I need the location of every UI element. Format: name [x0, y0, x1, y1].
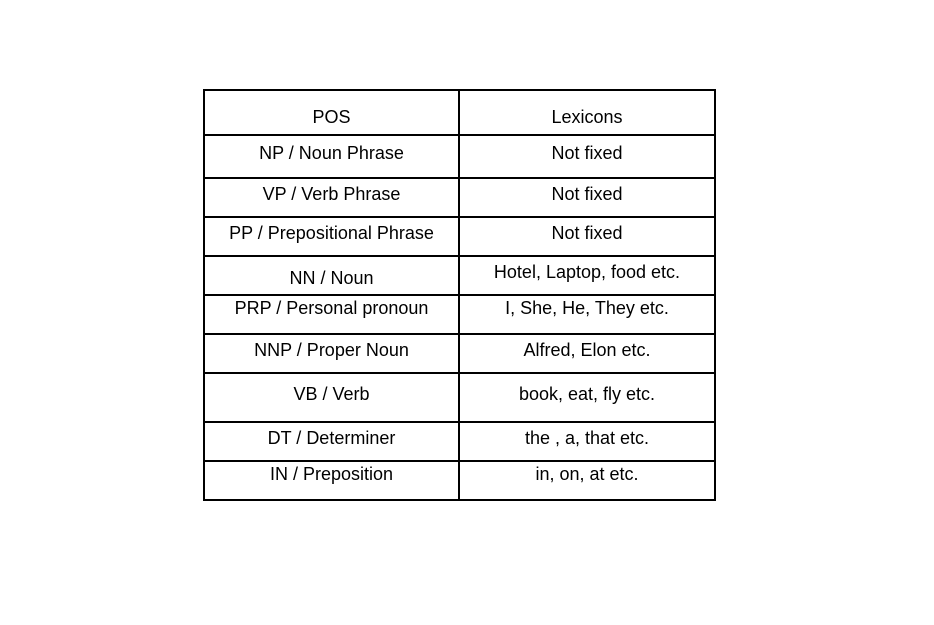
table-header-row	[204, 90, 715, 135]
cell-lexicons: Not fixed	[459, 178, 715, 217]
table-row	[204, 178, 715, 217]
table-row	[204, 373, 715, 422]
table-row	[204, 334, 715, 373]
table-row	[204, 256, 715, 295]
cell-pos: NN / Noun	[204, 256, 459, 295]
header-pos: POS	[204, 90, 459, 135]
cell-lexicons: Not fixed	[459, 217, 715, 256]
table-row	[204, 217, 715, 256]
cell-lexicons: the , a, that etc.	[459, 422, 715, 461]
cell-pos: DT / Determiner	[204, 422, 459, 461]
cell-pos: NNP / Proper Noun	[204, 334, 459, 373]
cell-pos: NP / Noun Phrase	[204, 135, 459, 178]
pos-lexicon-table	[203, 89, 716, 501]
cell-lexicons: Alfred, Elon etc.	[459, 334, 715, 373]
cell-lexicons: I, She, He, They etc.	[459, 295, 715, 334]
cell-pos: PP / Prepositional Phrase	[204, 217, 459, 256]
header-lexicons: Lexicons	[459, 90, 715, 135]
table-row	[204, 461, 715, 500]
cell-lexicons: Hotel, Laptop, food etc.	[459, 256, 715, 295]
cell-pos: PRP / Personal pronoun	[204, 295, 459, 334]
cell-lexicons: Not fixed	[459, 135, 715, 178]
table-row	[204, 295, 715, 334]
cell-lexicons: book, eat, fly etc.	[459, 373, 715, 422]
cell-pos: VP / Verb Phrase	[204, 178, 459, 217]
table-row	[204, 422, 715, 461]
cell-lexicons: in, on, at etc.	[459, 461, 715, 500]
table-row	[204, 135, 715, 178]
cell-pos: IN / Preposition	[204, 461, 459, 500]
cell-pos: VB / Verb	[204, 373, 459, 422]
